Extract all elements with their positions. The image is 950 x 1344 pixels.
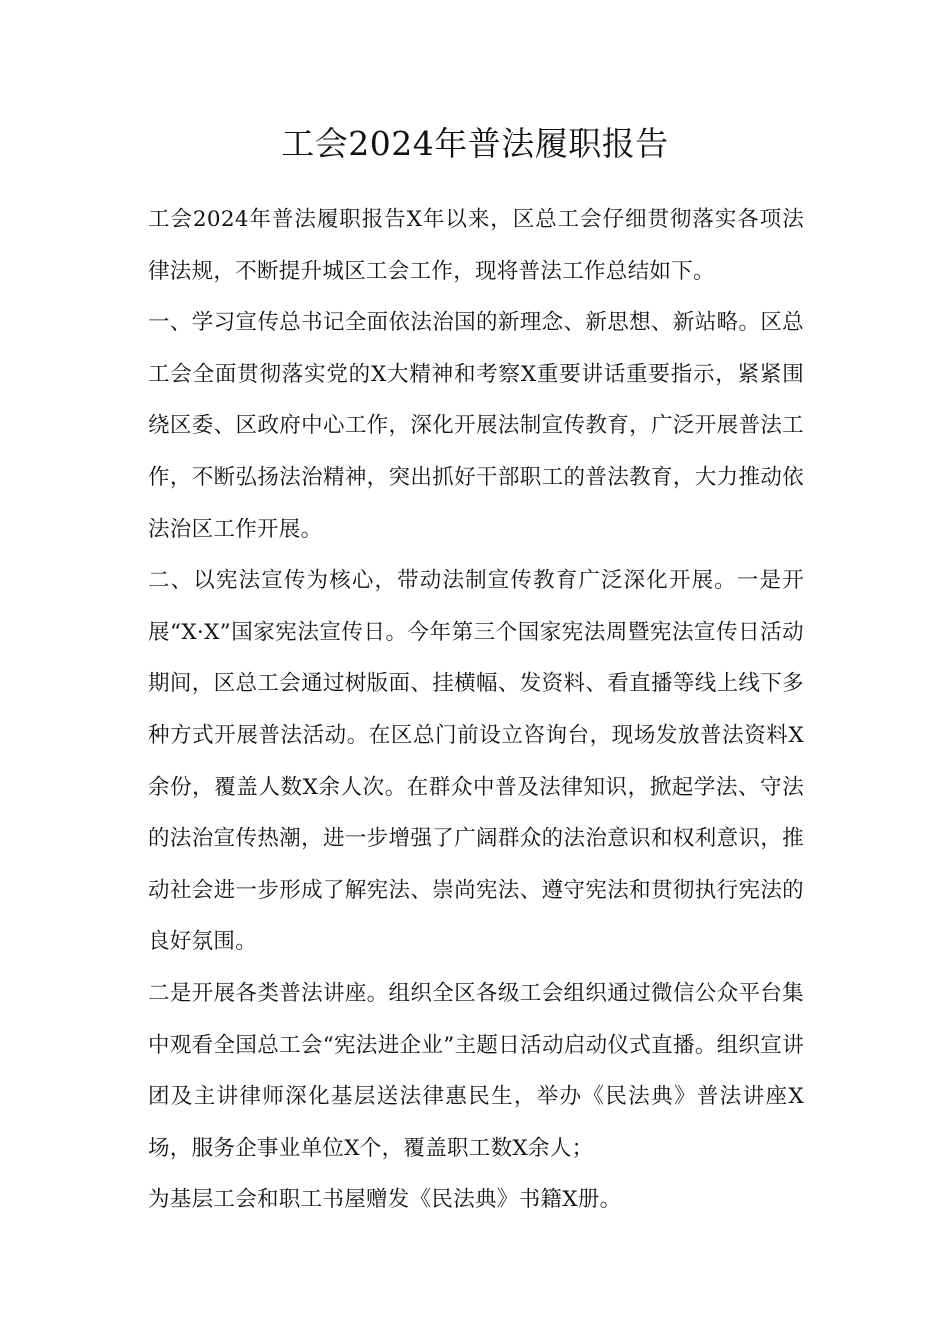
paragraph-intro: 工会2024年普法履职报告X年以来，区总工会仔细贯彻落实各项法律法规，不断提升城区工会工作，现将普法工作总结如下。 xyxy=(148,207,804,284)
document-body xyxy=(148,194,804,1226)
paragraph-books: 为基层工会和职工书屋赠发《民法典》书籍X册。 xyxy=(148,1187,622,1213)
paragraph-section-one: 一、学习宣传总书记全面依法治国的新理念、新思想、新站略。区总工会全面贯彻落实党的X大精神和考察X重要讲话重要指示，紧紧围绕区委、区政府中心工作，深化开展法制宣传教育，广泛开展普法工作，不断弘扬法治精神，突出抓好干部职工的普法教育，大力推动依法治区工作开展。 xyxy=(148,310,804,542)
paragraph-lectures: 二是开展各类普法讲座。组织全区各级工会组织通过微信公众平台集中观看全国总工会“宪法进企业”主题日活动启动仪式直播。组织宣讲团及主讲律师深化基层送法律惠民生，举办《民法典》普法讲座X场，服务企事业单位X个，覆盖职工数X余人； xyxy=(148,980,804,1161)
document-title: 工会2024年普法履职报告 xyxy=(281,124,669,163)
paragraph-section-two: 二、以宪法宣传为核心，带动法制宣传教育广泛深化开展。一是开展“X·X”国家宪法宣传日。今年第三个国家宪法周暨宪法宣传日活动期间，区总工会通过树版面、挂横幅、发资料、看直播等线上线下多种方式开展普法活动。在区总门前设立咨询台，现场发放普法资料X余份，覆盖人数X余人次。在群众中普及法律知识，掀起学法、守法的法治宣传热潮，进一步增强了广阔群众的法治意识和权利意识，推动社会进一步形成了解宪法、崇尚宪法、遵守宪法和贯彻执行宪法的良好氛围。 xyxy=(148,568,804,955)
